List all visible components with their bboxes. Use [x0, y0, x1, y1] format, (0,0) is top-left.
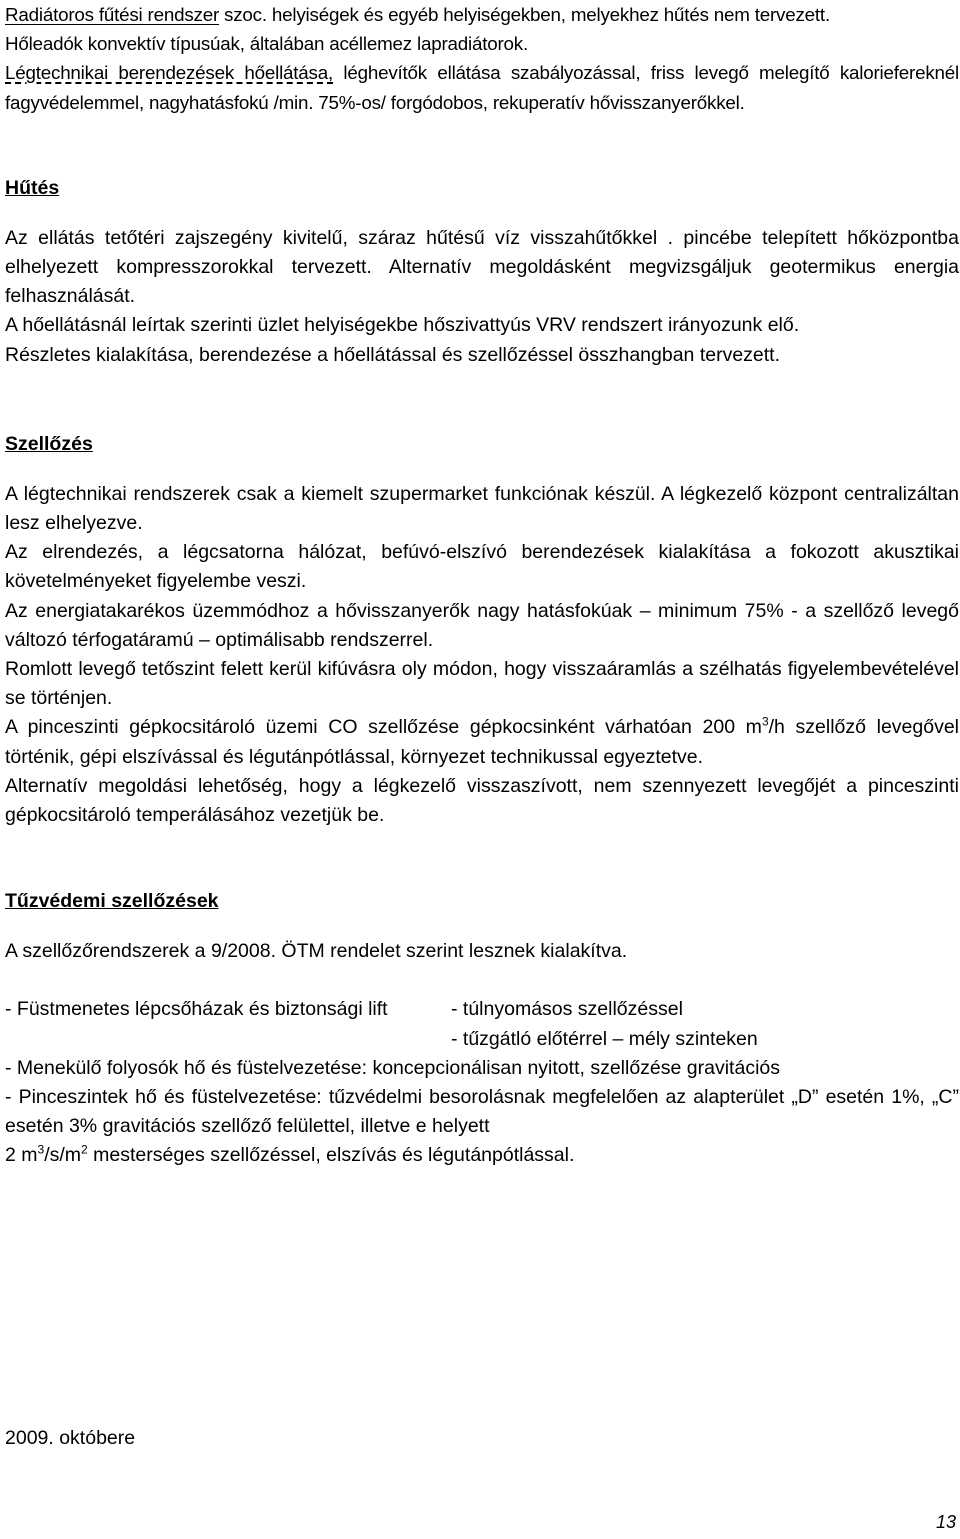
cooling-heading: Hűtés — [5, 176, 60, 199]
corridor-item: - Menekülő folyosók hő és füstelvezetése: koncepcionálisan nyitott, szellőzése gravitációs — [5, 1056, 780, 1079]
basement-item: - Pinceszintek hő és füstelvezetése: tűzvédelmi besorolásnak megfelelően az alapterület „D” esetén 1%, „C” esetén 3% gravitációs szellőző felülettel, illetve e helyett — [5, 1086, 959, 1138]
mechanical-ventilation-line: 2 $m^3/s/m^2$ mesterséges szellőzéssel, elszívás és légutánpótlással. — [5, 1142, 575, 1167]
ventilation-paragraph: Az energiatakarékos üzemmódhoz a hővisszanyerők nagy hatásfokúak – minimum 75% - a szellőző levegő változó térfogatáramú – optimálisabb rendszerrel. — [5, 599, 959, 651]
cooling-paragraph: Részletes kialakítása, berendezése a hőellátással és szellőzéssel összhangban tervezett. — [5, 343, 781, 366]
ventilation-heading: Szellőzés — [5, 432, 93, 455]
cooling-section — [5, 224, 959, 370]
fire-section — [5, 937, 959, 1170]
intro-paragraph-1: Radiátoros fűtési rendszer szoc. helyiségek és egyéb helyiségekben, melyekhez hűtés nem tervezett. Hőleadók konvektív típusúak, általában acéllemez lapradiátorok. — [5, 4, 830, 55]
document-page — [5, 0, 959, 1171]
stair-list — [5, 995, 959, 1053]
stair-item-detail: - tűzgátló előtérrel – mély szinteken — [451, 1027, 758, 1050]
air-handling-link[interactable]: Légtechnikai berendezések hőellátása, — [5, 62, 334, 84]
stair-item: - Füstmenetes lépcsőházak és biztonsági lift — [5, 998, 388, 1021]
cooling-paragraph: Az ellátás tetőtéri zajszegény kivitelű, száraz hűtésű víz visszahűtőkkel . pincébe telepített hőközpontba elhelyezett kompresszorokkal tervezett. Alternatív megoldásként megvizsgáljuk geotermikus energia felhasználását. — [5, 226, 959, 308]
ventilation-paragraph: Romlott levegő tetőszint felett kerül kifúvásra oly módon, hogy visszaáramlás a szélhatás figyelembevételével se történjen. — [5, 658, 959, 710]
ventilation-paragraph: Alternatív megoldási lehetőség, hogy a légkezelő visszaszívott, nem szennyezett levegőjét a pinceszinti gépkocsitároló temperálásához vezetjük be. — [5, 774, 959, 827]
heating-system-link[interactable]: Radiátoros fűtési rendszer — [5, 4, 220, 25]
fire-intro: A szellőzőrendszerek a 9/2008. ÖTM rendelet szerint lesznek kialakítva. — [5, 940, 628, 963]
stair-item-detail: - túlnyomásos szellőzéssel — [451, 998, 683, 1021]
cooling-paragraph: A hőellátásnál leírtak szerinti üzlet helyiségekbe hőszivattyús VRV rendszert irányozunk elő. — [5, 314, 800, 337]
ventilation-paragraph: A légtechnikai rendszerek csak a kiemelt szupermarket funkciónak készül. A légkezelő központ centralizáltan lesz elhelyezve. — [5, 482, 959, 535]
fire-ventilation-heading: Tűzvédemi szellőzések — [5, 890, 219, 913]
page-number: 13 — [935, 1512, 956, 1532]
garage-ventilation-paragraph: A pinceszinti gépkocsitároló üzemi CO szellőzése gépkocsinként várhatóan 200 $m^3/h$ szellőző levegővel történik, gépi elszívással és légutánpótlással, környezet technikussal egyeztetve. — [5, 714, 959, 768]
ventilation-section — [5, 480, 959, 830]
ventilation-paragraph: Az elrendezés, a légcsatorna hálózat, befúvó-elszívó berendezések kialakítása a fokozott akusztikai követelményeket figyelembe veszi. — [5, 541, 959, 593]
intro-paragraph-2: Légtechnikai berendezések hőellátása, léghevítők ellátása szabályozással, friss levegő melegítő kaloriefereknél fagyvédelemmel, nagyhatásfokú /min. 75%-os/ forgódobos, rekuperatív hővisszanyerőkkel. — [5, 62, 959, 113]
document-date: 2009. októbere — [5, 1427, 136, 1449]
